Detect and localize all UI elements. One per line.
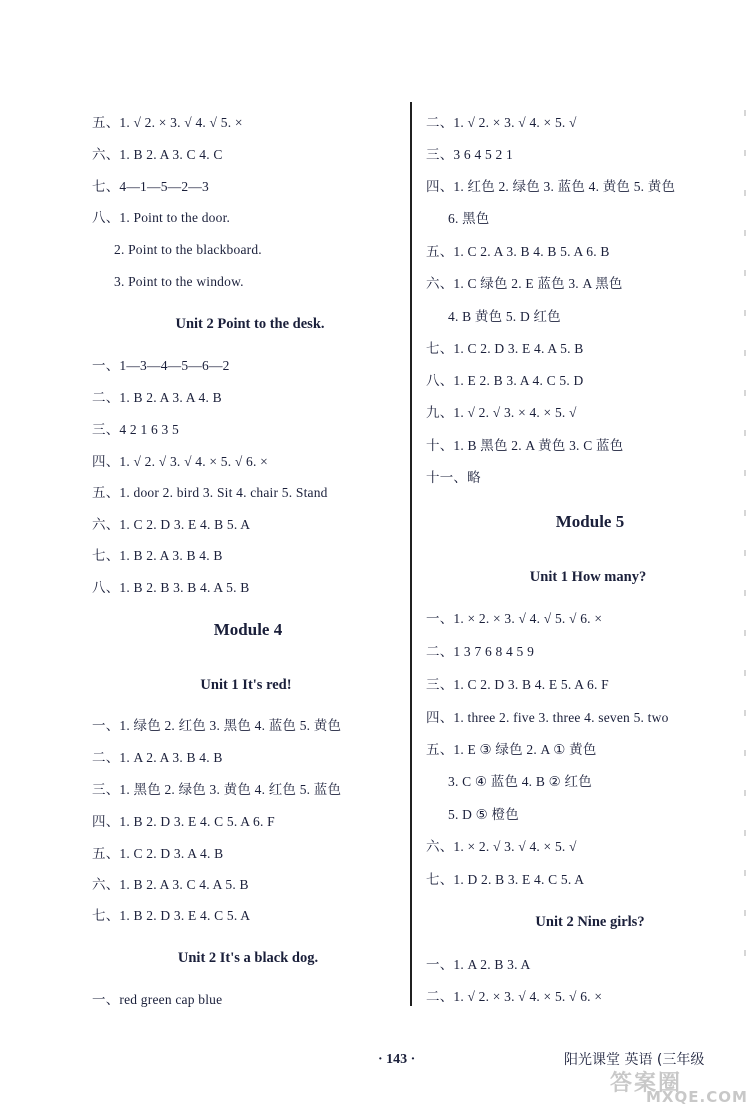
answer-line: 七、1. D 2. B 3. E 4. C 5. A xyxy=(426,872,585,887)
answer-line: 十一、略 xyxy=(426,470,481,485)
unit-title: Unit 1 It's red! xyxy=(200,677,292,693)
module-title: Module 4 xyxy=(213,620,283,639)
watermark-text: 答案圈 xyxy=(610,1071,683,1096)
answer-line: 二、1. √ 2. × 3. √ 4. × 5. √ xyxy=(426,115,577,130)
answer-line: 四、1. √ 2. √ 3. √ 4. × 5. √ 6. × xyxy=(92,454,268,469)
answer-line: 五、1. door 2. bird 3. Sit 4. chair 5. Stand xyxy=(92,485,328,500)
answer-line: 5. D ⑤ 橙色 xyxy=(448,807,519,822)
answer-line: 八、1. E 2. B 3. A 4. C 5. D xyxy=(426,373,584,388)
answer-line: 四、1. 红色 2. 绿色 3. 蓝色 4. 黄色 5. 黄色 xyxy=(426,179,676,194)
unit-title: Unit 2 It's a black dog. xyxy=(177,950,319,966)
answer-line: 六、1. B 2. A 3. C 4. A 5. B xyxy=(92,877,249,892)
unit-title: Unit 2 Point to the desk. xyxy=(175,316,325,332)
answer-line: 三、1. C 2. D 3. B 4. E 5. A 6. F xyxy=(426,677,609,692)
answer-line: 三、3 6 4 5 2 1 xyxy=(426,147,513,162)
module-title: Module 5 xyxy=(555,512,625,531)
watermark-url: MXQE.COM xyxy=(646,1088,748,1106)
answer-line: 八、1. B 2. B 3. B 4. A 5. B xyxy=(92,580,250,595)
answer-line: 六、1. B 2. A 3. C 4. C xyxy=(92,147,223,162)
answer-line: 六、1. C 2. D 3. E 4. B 5. A xyxy=(92,517,251,532)
answer-line: 八、1. Point to the door. xyxy=(92,210,231,225)
answer-line: 一、1. A 2. B 3. A xyxy=(426,957,531,972)
answer-line: 七、1. B 2. A 3. B 4. B xyxy=(92,548,223,563)
answer-line: 三、1. 黑色 2. 绿色 3. 黄色 4. 红色 5. 蓝色 xyxy=(92,782,342,797)
answer-line: 五、1. E ③ 绿色 2. A ① 黄色 xyxy=(426,742,597,757)
answer-line: 二、1 3 7 6 8 4 5 9 xyxy=(426,644,535,659)
answer-line: 九、1. √ 2. √ 3. × 4. × 5. √ xyxy=(426,405,577,420)
answer-line: 三、4 2 1 6 3 5 xyxy=(92,422,179,437)
answer-line: 6. 黑色 xyxy=(448,211,490,226)
answer-line: 一、1—3—4—5—6—2 xyxy=(92,358,230,373)
page-number: · 143 · xyxy=(378,1052,416,1067)
answer-line: 七、1. C 2. D 3. E 4. A 5. B xyxy=(426,341,584,356)
answer-line: 一、1. 绿色 2. 红色 3. 黑色 4. 蓝色 5. 黄色 xyxy=(92,718,342,733)
answer-line: 五、1. √ 2. × 3. √ 4. √ 5. × xyxy=(92,115,243,130)
answer-line: 二、1. √ 2. × 3. √ 4. × 5. √ 6. × xyxy=(426,989,603,1004)
unit-title: Unit 2 Nine girls? xyxy=(535,914,645,930)
answer-line: 3. C ④ 蓝色 4. B ② 红色 xyxy=(448,774,592,789)
answer-line: 二、1. A 2. A 3. B 4. B xyxy=(92,750,223,765)
unit-title: Unit 1 How many? xyxy=(529,569,647,585)
answer-line: 五、1. C 2. D 3. A 4. B xyxy=(92,846,224,861)
answer-line: 四、1. three 2. five 3. three 4. seven 5. two xyxy=(426,710,669,725)
answer-line: 六、1. C 绿色 2. E 蓝色 3. A 黑色 xyxy=(426,276,623,291)
answer-line: 六、1. × 2. √ 3. √ 4. × 5. √ xyxy=(426,839,577,854)
column-divider xyxy=(410,102,412,1006)
answer-line: 四、1. B 2. D 3. E 4. C 5. A 6. F xyxy=(92,814,275,829)
book-title: 阳光课堂 英语 (三年级 xyxy=(564,1052,705,1068)
answer-line: 五、1. C 2. A 3. B 4. B 5. A 6. B xyxy=(426,244,610,259)
watermark-logo xyxy=(592,1066,750,1106)
answer-line: 二、1. B 2. A 3. A 4. B xyxy=(92,390,222,405)
answer-line: 4. B 黄色 5. D 红色 xyxy=(448,309,561,324)
answer-line: 一、red green cap blue xyxy=(92,992,223,1007)
answer-line: 一、1. × 2. × 3. √ 4. √ 5. √ 6. × xyxy=(426,611,603,626)
answer-line: 2. Point to the blackboard. xyxy=(114,242,262,257)
answer-line: 七、4—1—5—2—3 xyxy=(92,179,209,194)
answer-line: 七、1. B 2. D 3. E 4. C 5. A xyxy=(92,908,251,923)
answer-line: 十、1. B 黑色 2. A 黄色 3. C 蓝色 xyxy=(426,438,624,453)
page-edge-mark xyxy=(744,110,746,970)
answer-line: 3. Point to the window. xyxy=(114,274,244,289)
